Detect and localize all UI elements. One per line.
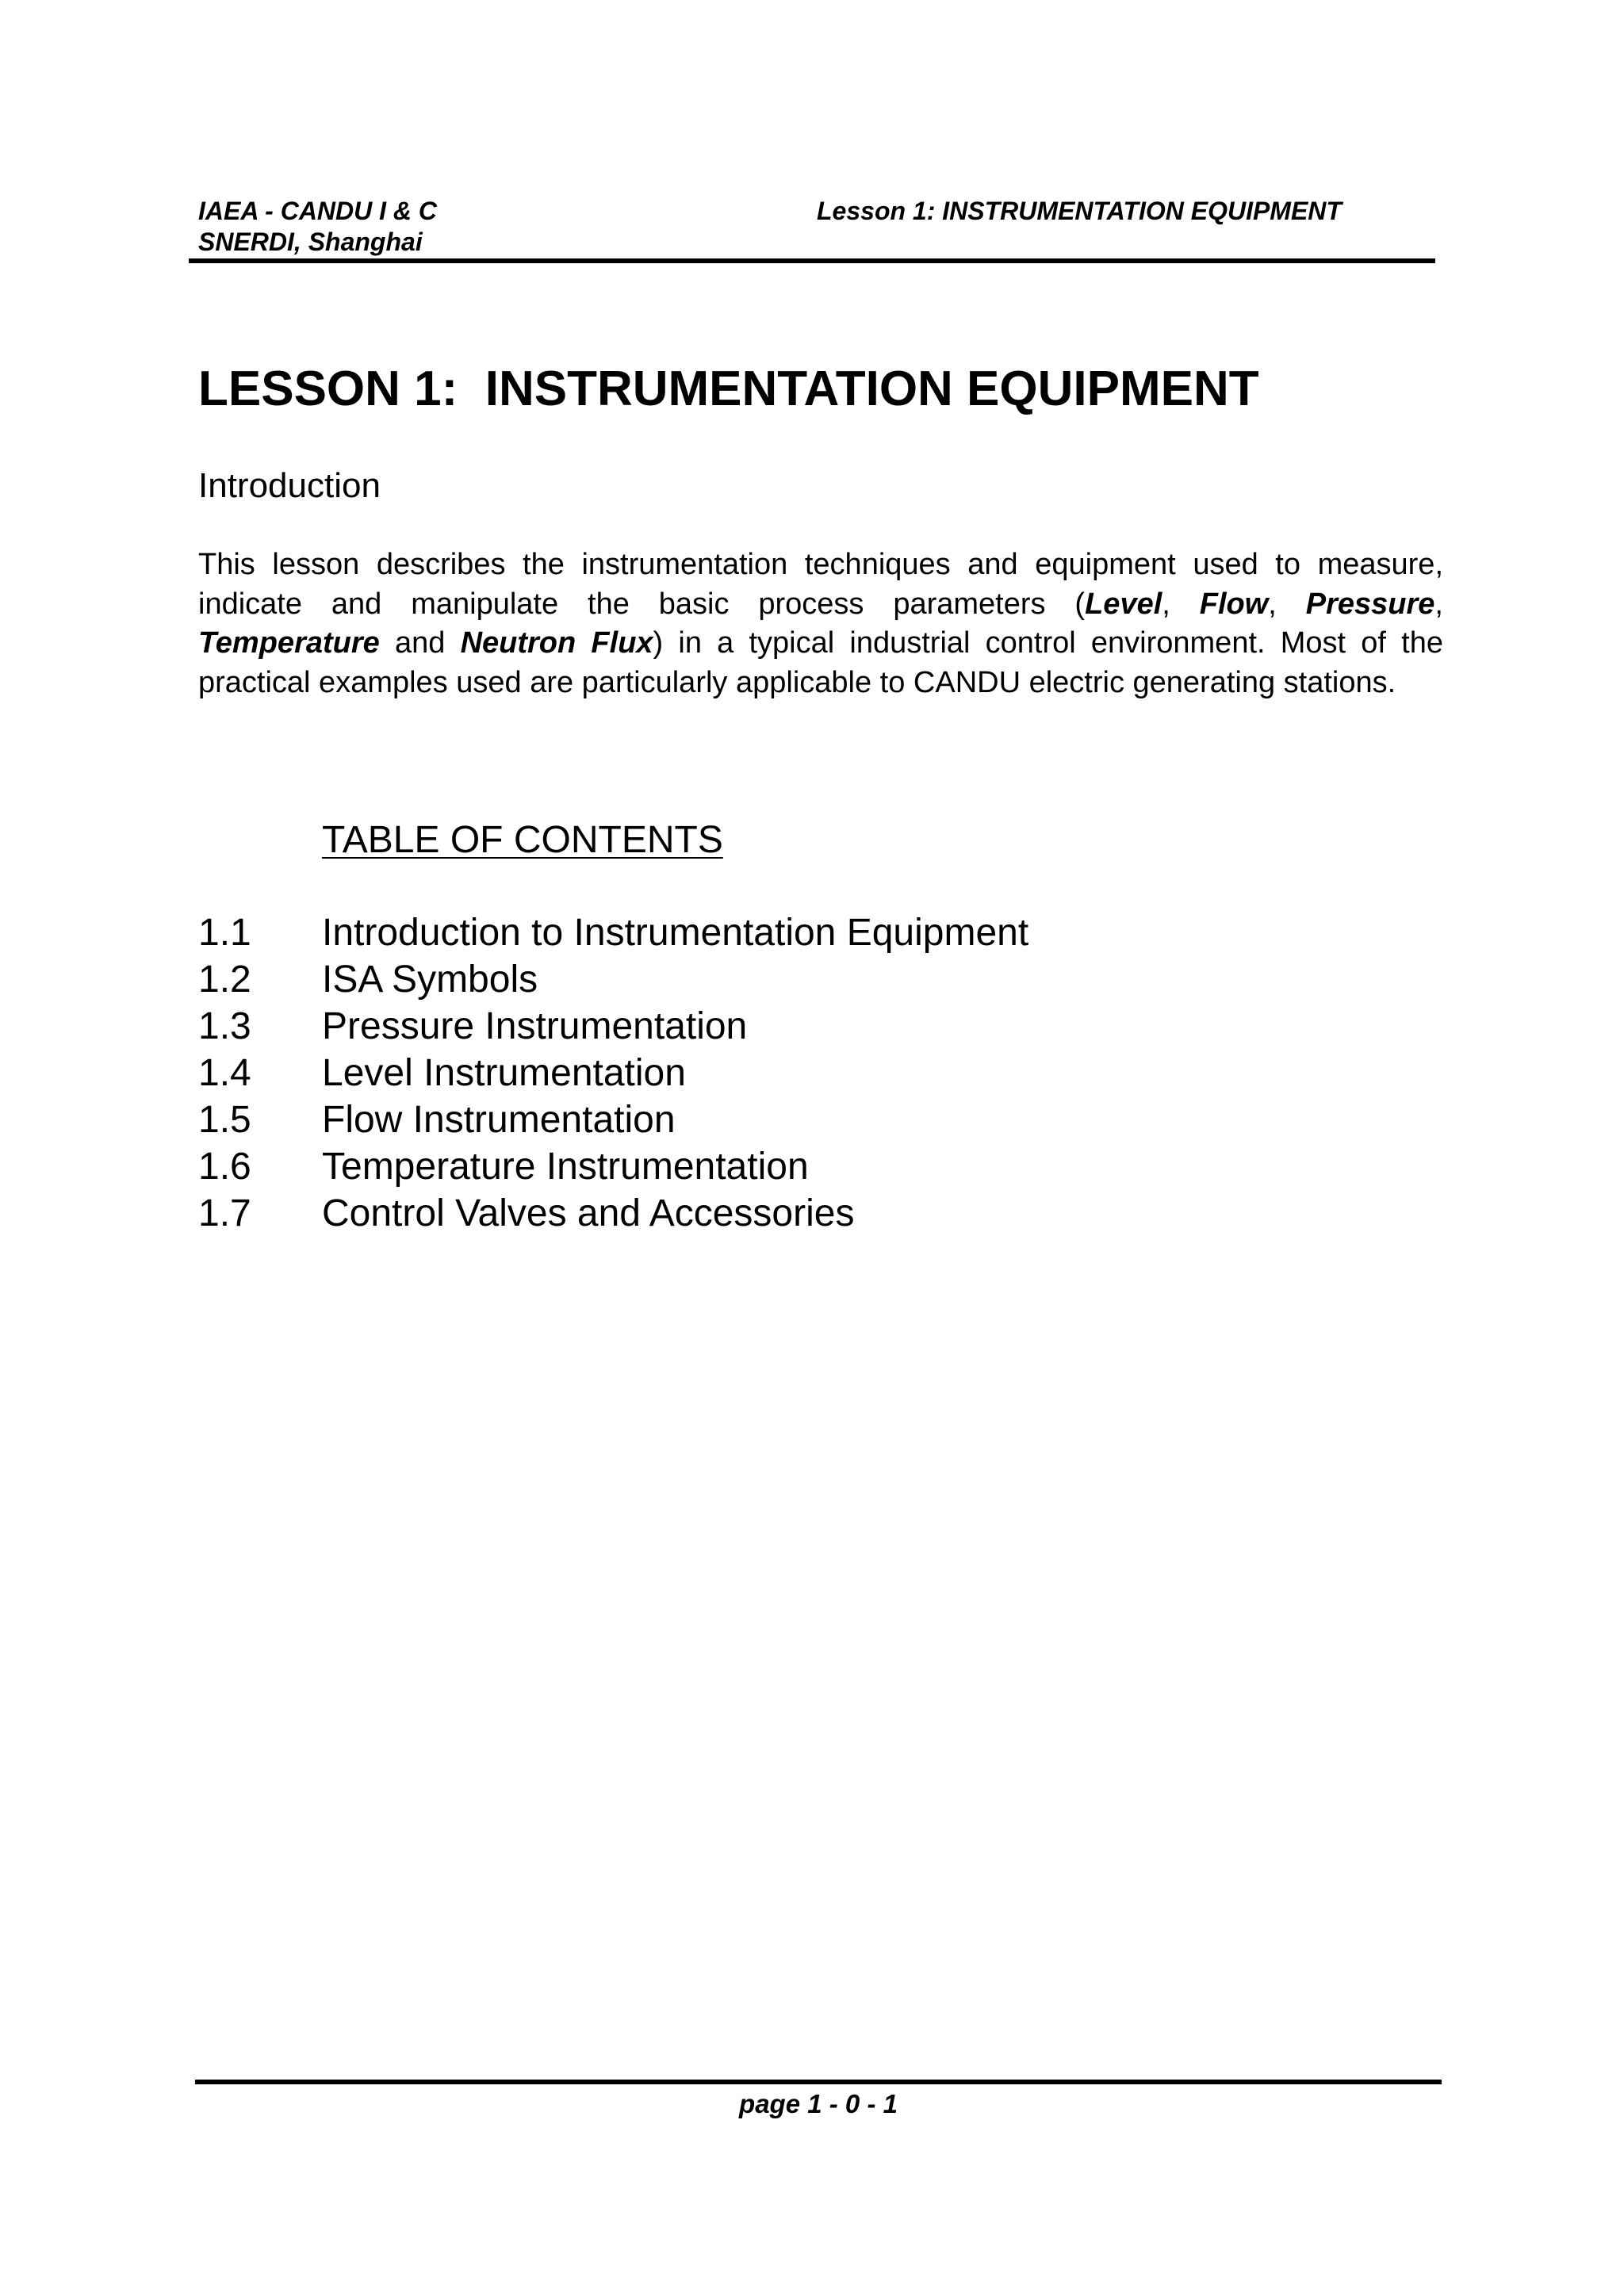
- toc-item-label: Temperature Instrumentation: [322, 1146, 809, 1188]
- term-flow: Flow: [1199, 587, 1269, 621]
- toc-item: [198, 1190, 1028, 1237]
- toc-item: [198, 909, 1028, 956]
- header-lesson-title: Lesson 1: INSTRUMENTATION EQUIPMENT: [817, 197, 1342, 225]
- toc-item-label: Introduction to Instrumentation Equipment: [322, 912, 1029, 954]
- toc-list: [198, 909, 1028, 1237]
- toc-item-label: Control Valves and Accessories: [322, 1192, 855, 1234]
- toc-item-number: 1.1: [198, 912, 251, 954]
- intro-text: This lesson describes the instrumentation techniques and equipment used to measure, indicate and manipulate the basic process parameters (: [198, 548, 1443, 621]
- toc-item-number: 1.5: [198, 1099, 251, 1141]
- toc-item-number: 1.6: [198, 1146, 251, 1188]
- term-level: Level: [1085, 587, 1162, 621]
- toc-item: [198, 1096, 1028, 1143]
- header-rule: [189, 258, 1435, 263]
- page-number: page 1 - 0 - 1: [739, 2089, 898, 2118]
- term-temperature: Temperature: [198, 626, 380, 660]
- header-location: SNERDI, Shanghai: [198, 228, 423, 256]
- toc-item-number: 1.2: [198, 959, 251, 1001]
- toc-item-label: Flow Instrumentation: [322, 1099, 676, 1141]
- toc-heading: TABLE OF CONTENTS: [322, 819, 723, 861]
- toc-item-label: ISA Symbols: [322, 959, 538, 1001]
- footer-rule: [195, 2080, 1442, 2084]
- toc-item-label: Pressure Instrumentation: [322, 1005, 748, 1047]
- page-title: LESSON 1: INSTRUMENTATION EQUIPMENT: [198, 362, 1259, 416]
- intro-text: ,: [1268, 587, 1306, 621]
- toc-item-label: Level Instrumentation: [322, 1052, 686, 1094]
- intro-text: and: [379, 626, 461, 660]
- intro-text: ,: [1434, 587, 1443, 621]
- toc-item: [198, 1143, 1028, 1190]
- section-subtitle: Introduction: [198, 466, 381, 505]
- toc-item-number: 1.7: [198, 1192, 251, 1234]
- toc-item: [198, 1003, 1028, 1050]
- term-neutron-flux: Neutron Flux: [460, 626, 653, 660]
- term-pressure: Pressure: [1305, 587, 1435, 621]
- toc-item: [198, 1050, 1028, 1096]
- toc-item-number: 1.4: [198, 1052, 251, 1094]
- toc-item-number: 1.3: [198, 1005, 251, 1047]
- toc-item: [198, 956, 1028, 1003]
- intro-text: ) in a typical industrial control environment. Most of the practical examples used are particularly applicable to CANDU electric generating stations.: [198, 626, 1443, 699]
- intro-text: ,: [1162, 587, 1200, 621]
- header-organization: IAEA - CANDU I & C: [198, 197, 438, 225]
- intro-paragraph: [198, 545, 1443, 702]
